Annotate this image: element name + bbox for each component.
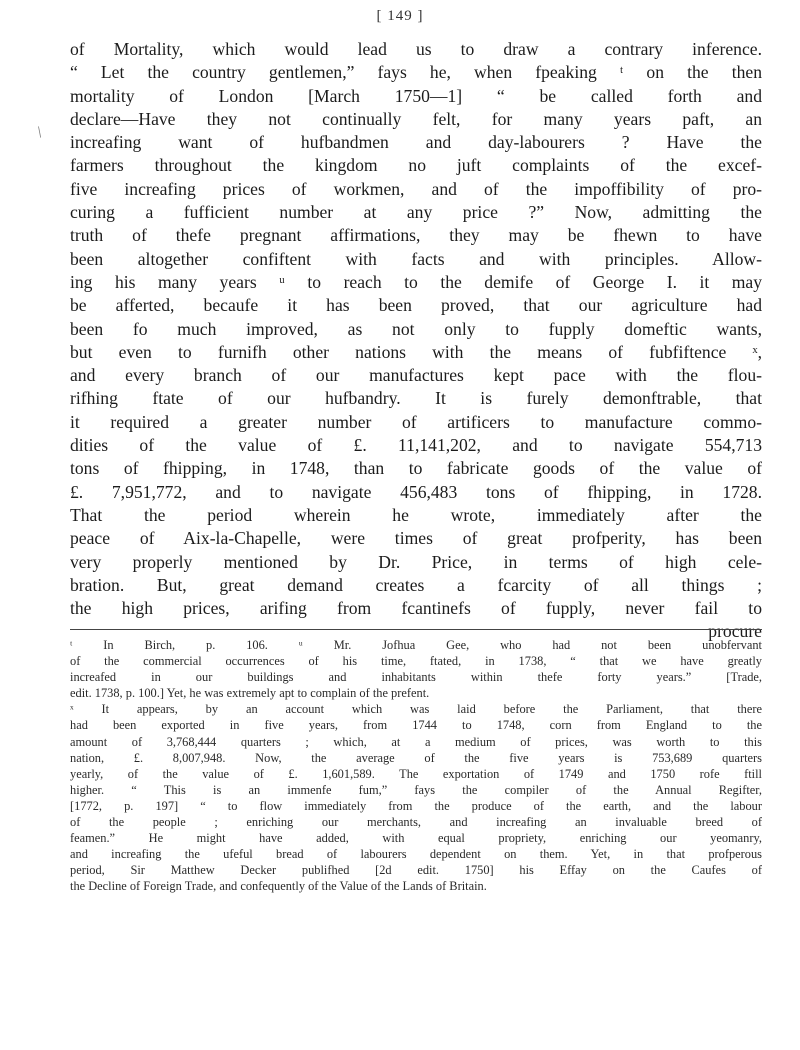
text-line: but even to furnifh other nations with the means of fubfiftence ˣ,	[70, 341, 762, 362]
footnote-line: ˣ It appears, by an account which was laid before the Parliament, that there	[70, 702, 762, 717]
text-line: increafing want of hufbandmen and day-labourers ? Have the	[70, 132, 762, 153]
text-line: tons of fhipping, in 1748, than to fabricate goods of the value of	[70, 458, 762, 479]
page-number: [ 149 ]	[376, 8, 424, 24]
footnote-line: edit. 1738, p. 100.] Yet, he was extremely apt to complain of the prefent.	[70, 686, 430, 701]
text-line: of Mortality, which would lead us to draw a contrary inference.	[70, 39, 762, 59]
footnote-line: of the people ; enriching our merchants, and increafing an invaluable breed of	[70, 815, 762, 830]
catchword: procure	[708, 621, 762, 642]
text-line: That the period wherein he wrote, immediately after the	[70, 504, 762, 525]
text-line: truth of thefe pregnant affirmations, they may be fhewn to have	[70, 225, 762, 246]
footnote-line: feamen.” He might have added, with equal propriety, enriching our yeomanry,	[70, 831, 762, 846]
footnote-line: nation, £. 8,007,948. Now, the average of the five years is 753,689 quarters	[70, 750, 762, 765]
text-line: ing his many years ᵘ to reach to the demife of George I. it may	[70, 271, 762, 292]
text-line: the high prices, arifing from fcantinefs of fupply, never fail to	[70, 598, 762, 619]
footnote-line: period, Sir Matthew Decker publifhed [2d edit. 1750] his Effay on the Caufes of	[70, 863, 762, 878]
text-line: rifhing ftate of our hufbandry. It is furely demonftrable, that	[70, 388, 762, 409]
footnote-line: [1772, p. 197] “ to flow immediately from the produce of the earth, and the labour	[70, 798, 762, 813]
text-line: declare—Have they not continually felt, for many years paft, an	[70, 108, 762, 129]
text-line: peace of Aix-la-Chapelle, were times of great profperity, has been	[70, 528, 762, 549]
footnote-line: and increafing the ufeful bread of labourers dependent on them. Yet, in that profperous	[70, 847, 762, 862]
footnote-line: amount of 3,768,444 quarters ; which, at a medium of prices, was worth to this	[70, 734, 762, 749]
text-line: and every branch of our manufactures kept pace with the flou-	[70, 365, 762, 386]
text-line: it required a greater number of artificers to manufacture commo-	[70, 411, 762, 432]
text-line: very properly mentioned by Dr. Price, in terms of high cele-	[70, 551, 762, 572]
text-line: mortality of London [March 1750—1] “ be called forth and	[70, 85, 762, 106]
footnote-line: of the commercial occurrences of his time, ftated, in 1738, “ that we have greatly	[70, 654, 762, 669]
text-line: £. 7,951,772, and to navigate 456,483 tons of fhipping, in 1728.	[70, 481, 762, 502]
text-line: dities of the value of £. 11,141,202, and to navigate 554,713	[70, 435, 762, 456]
text-line: been altogether confiftent with facts and with principles. Allow-	[70, 248, 762, 269]
footnote-line: ᵗ In Birch, p. 106. ᵘ Mr. Jofhua Gee, who had not been unobfervant	[70, 638, 762, 652]
footnote-line: the Decline of Foreign Trade, and confequently of the Value of the Lands of Britain.	[70, 879, 487, 894]
footnote-rule	[70, 629, 762, 630]
text-line: farmers throughout the kingdom no juft complaints of the excef-	[70, 155, 762, 176]
text-line: bration. But, great demand creates a fcarcity of all things ;	[70, 574, 762, 595]
main-text	[70, 38, 762, 644]
text-line: been fo much improved, as not only to fupply domeftic wants,	[70, 318, 762, 339]
text-line: be afferted, becaufe it has been proved, that our agriculture had	[70, 295, 762, 316]
footnote-line: yearly, of the value of £. 1,601,589. The exportation of 1749 and 1750 rofe ftill	[70, 766, 762, 781]
margin-mark: /	[33, 124, 47, 142]
footnote-line: higher. “ This is an immenfe fum,” fays the compiler of the Annual Regifter,	[70, 782, 762, 797]
text-line: five increafing prices of workmen, and of the impoffibility of pro-	[70, 178, 762, 199]
text-line: “ Let the country gentlemen,” fays he, when fpeaking ᵗ on the then	[70, 62, 762, 83]
footnote-line: increafed in our buildings and inhabitants within thefe forty years.” [Trade,	[70, 670, 762, 685]
text-line: curing a fufficient number at any price ?” Now, admitting the	[70, 202, 762, 223]
footnotes	[70, 637, 762, 895]
footnote-line: had been exported in five years, from 1744 to 1748, corn from England to the	[70, 718, 762, 733]
